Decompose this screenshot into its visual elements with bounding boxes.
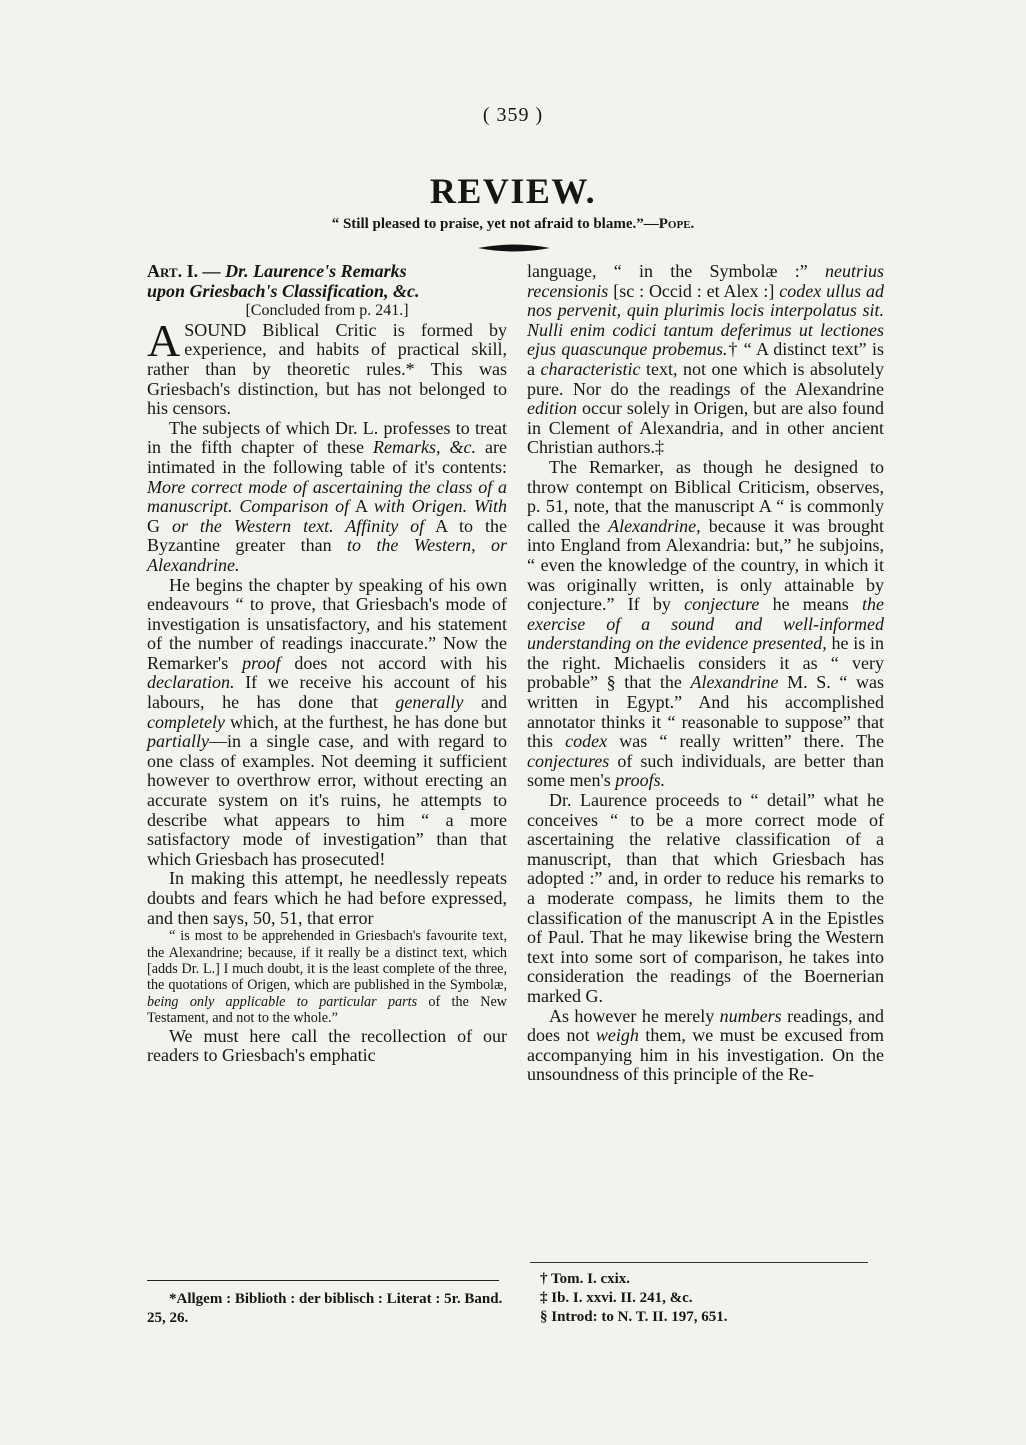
motto-author: Pope.: [658, 216, 695, 232]
block-quote: [147, 928, 507, 1026]
motto-text: “ Still pleased to praise, yet not afraid to blame.”—: [331, 216, 659, 232]
footnote-rule-right: [530, 1262, 868, 1263]
article-dash: —: [198, 261, 226, 281]
text-run-italic: conjecture: [684, 594, 760, 615]
footnote-rule-left: [147, 1280, 499, 1281]
article-heading-line-1: [147, 262, 507, 282]
text-run: language, “ in the Symbolæ :”: [527, 261, 825, 281]
text-run-italic: Alexandrine: [690, 672, 779, 693]
text-run-italic: edition: [527, 398, 577, 419]
text-run: A to the Byzantine greater than: [147, 515, 507, 556]
text-run-italic: Alexandrine,: [608, 515, 701, 536]
paragraph: [527, 458, 884, 791]
text-run-italic: partially: [147, 731, 209, 752]
text-run-italic: to the Western, or Alexandrine.: [147, 535, 507, 575]
text-run: readings, and does not: [527, 1005, 884, 1046]
paragraph: Dr. Laurence proceeds to “ detail” what he conceives “ to be a more correct mode of ascertaining the relative classification of a manuscript, than that which Griesbach has adopted :” and, in order to reduce his remarks to a moderate compass, he limits them to the classification of the manuscript A in the Epistles of Paul. That he may likewise bring the Western text into some sort of comparison, he takes into consideration the readings of the Boernerian marked G.: [527, 790, 884, 1006]
text-run-italic: the exercise of a sound and well-informed understanding on the evidence presented,: [527, 594, 884, 654]
footnote: § Introd: to N. T. II. 197, 651.: [540, 1309, 728, 1325]
text-run: them, we must be excused from accompanying him in his investigation. On the unsoundness of this principle of the Re-: [527, 1025, 884, 1085]
text-run: As however he merely: [549, 1005, 720, 1026]
text-run-italic: proof: [242, 652, 281, 673]
text-run: The subjects of which Dr. L. professes to treat in the fifth chapter of these: [147, 417, 507, 458]
text-run: “ is most to be apprehended in Griesbach's favourite text, the Alexandrine; because, if it really be a distinct text, which [adds Dr. L.] I much doubt, it is the least complete of the three, the quotations of Origen, which are published in the Symbolæ,: [147, 928, 507, 994]
concluded-note: [Concluded from p. 241.]: [245, 302, 409, 320]
paragraph: [147, 314, 507, 419]
right-column: [527, 262, 884, 1085]
text-run: The Remarker, as though he designed to throw contempt on Biblical Criticism, observes, p. 51, note, that the manuscript A “ is commonly called the: [527, 456, 884, 536]
paragraph: [527, 262, 884, 458]
text-run: of the New Testament, and not to the whole.”: [147, 993, 507, 1027]
text-run-italic: declaration.: [147, 672, 235, 693]
text-run: are intimated in the following table of it's contents:: [147, 437, 507, 477]
text-run-italic: numbers: [719, 1005, 782, 1026]
left-column: [147, 262, 507, 1066]
footnote: ‡ Ib. I. xxvi. II. 241, &c.: [540, 1290, 693, 1306]
text-run: He begins the chapter by speaking of his own endeavours “ to prove, that Griesbach's mode of investigation is unsatisfactory, and his statement of the number of readings inaccurate.” Now the Remarker's: [147, 574, 507, 673]
text-run-italic: with Origen. With: [373, 496, 507, 517]
text-run: was “ really written” there. The: [607, 731, 884, 752]
page-number: ( 359 ): [482, 104, 544, 126]
text-run-italic: generally: [395, 692, 464, 713]
text-run: of such individuals, are better than some men's: [527, 750, 884, 791]
text-run-italic: neutrius recensionis: [527, 261, 884, 301]
text-run-italic: completely: [147, 711, 225, 732]
article-label: Art. I.: [147, 261, 199, 281]
paragraph: In making this attempt, he needlessly repeats doubts and fears which he had before expressed, and then says, 50, 51, that error: [147, 868, 507, 928]
text-run: which, at the furthest, he has done but: [224, 711, 507, 732]
paragraph: We must here call the recollection of our readers to Griesbach's emphatic: [147, 1025, 507, 1066]
text-run: [sc : Occid : et Alex :]: [608, 280, 780, 301]
text-run: because it was brought into England from Alexandria: but,” he subjoins, “ even the knowledge of the country, in which it was originally written, is only attainable by conjecture.” If by: [527, 515, 885, 615]
text-run-italic: Remarks, &c.: [373, 437, 476, 458]
text-run: text, not one which is absolutely pure. Nor do the readings of the Alexandrine: [527, 358, 884, 399]
text-run-italic: or the Western text. Affinity of: [171, 515, 425, 536]
text-run: does not accord with his: [280, 652, 507, 673]
text-run: G: [147, 515, 172, 536]
page-title: REVIEW.: [429, 171, 597, 211]
text-run-italic: conjectures: [527, 750, 610, 771]
text-run: M. S. “ was written in Egypt.” And his accomplished annotator thinks it “ reasonable to suppose” that this: [527, 672, 884, 752]
paragraph-text: SOUND Biblical Critic is formed by experience, and habits of practical skill, rather than by theoretic rules.* This was Griesbach's distinction, but has not belonged to his censors.: [147, 319, 507, 419]
text-run-italic: More correct mode of ascertaining the class of a manuscript. Comparison of: [147, 476, 507, 517]
text-run-italic: weigh: [595, 1025, 639, 1046]
footnote-left: *Allgem : Biblioth : der biblisch : Literat : 5r. Band. 25, 26.: [147, 1291, 503, 1326]
paragraph: [147, 419, 507, 576]
text-run: —in a single case, and with regard to one class of examples. Not deeming it sufficient however to overthrow error, without erecting an accurate system on it's ruins, he attempts to describe what appears to him “ a more satisfactory mode of investigation” than that which Griesbach has prosecuted!: [147, 731, 507, 869]
footnotes-right: [540, 1270, 870, 1327]
article-heading-2: upon Griesbach's Classification, &c.: [147, 280, 420, 301]
ornament-rule-icon: [478, 242, 550, 254]
article-heading-1: Dr. Laurence's Remarks: [225, 261, 407, 281]
motto: [0, 216, 1026, 233]
text-run-italic: proofs.: [615, 770, 666, 791]
text-run: † “ A distinct text” is a: [527, 339, 884, 379]
text-run: he is in the right. Michaelis considers it as “ very probable” § that the: [527, 633, 884, 693]
text-run: A: [349, 496, 374, 517]
text-run: occur solely in Origen, but are also found in Clement of Alexandria, and in other ancient Christian authors.‡: [527, 398, 884, 458]
text-run: and: [463, 692, 507, 713]
text-run-italic: being only applicable to particular parts: [147, 993, 418, 1010]
paragraph: [527, 1007, 884, 1085]
text-run: he means: [759, 594, 862, 615]
text-run-italic: codex ullus ad nos pervenit, quin plurimis locis interpolatus sit. Nulli enim codici tantum deferimus ut lectiones ejus quascunque probemus.: [527, 280, 885, 360]
text-run-italic: characteristic: [540, 358, 641, 379]
text-run: If we receive his account of his labours, he has done that: [147, 672, 507, 713]
text-run-italic: codex: [565, 731, 608, 752]
footnote: † Tom. I. cxix.: [540, 1271, 631, 1287]
paragraph: [147, 576, 507, 870]
drop-cap: A: [147, 314, 181, 366]
